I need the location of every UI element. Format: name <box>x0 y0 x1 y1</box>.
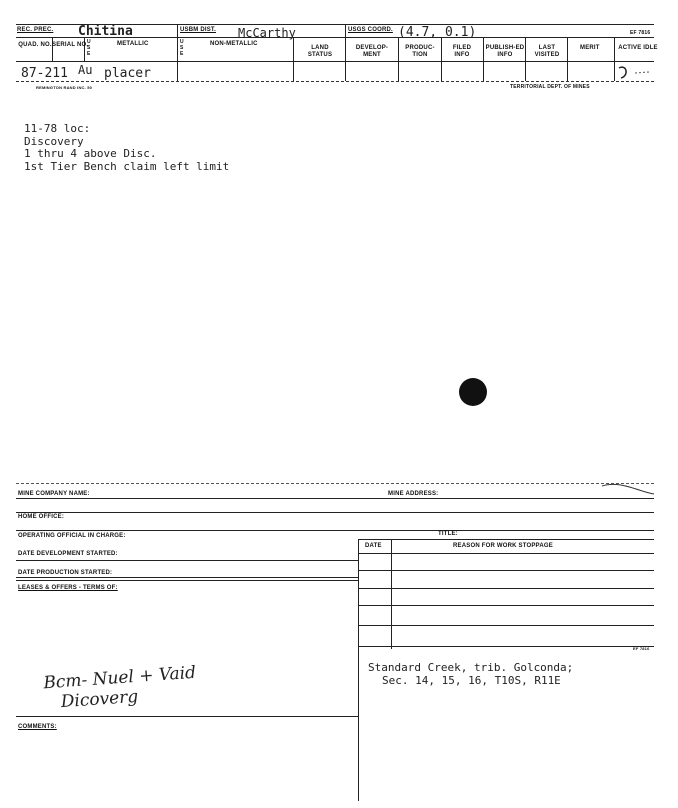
form-number-top: EF 7816 <box>630 30 651 36</box>
location-line: Sec. 14, 15, 16, T10S, R11E <box>382 674 561 687</box>
mine-address-label: MINE ADDRESS: <box>388 491 439 497</box>
filed-info-label: FILED INFO <box>452 45 472 58</box>
date-production-started-label: DATE PRODUCTION STARTED: <box>18 570 113 576</box>
handwriting-line: Bcm- Nuel + Vaid <box>42 662 197 694</box>
comments-label: COMMENTS: <box>18 724 57 730</box>
dept-label: TERRITORIAL DEPT. OF MINES <box>510 84 590 90</box>
note-line: 1st Tier Bench claim left limit <box>24 159 230 173</box>
commodity-value: Au <box>78 63 93 77</box>
published-info-label: PUBLISH-ED INFO <box>485 45 525 58</box>
usgs-coord-label: USGS COORD. <box>348 27 393 33</box>
handwritten-note <box>43 663 198 714</box>
form-number-bottom: EF 7816 <box>633 646 650 651</box>
date-development-started-label: DATE DEVELOPMENT STARTED: <box>18 551 118 557</box>
non-metallic-label: NON-METALLIC <box>210 41 258 47</box>
quad-serial-value: 87-211 <box>21 66 68 81</box>
location-notes <box>24 123 229 173</box>
use-label-2: U S E <box>180 39 184 57</box>
production-label: PRODUC-TION <box>405 45 435 58</box>
note-line: 1 thru 4 above Disc. <box>24 147 157 160</box>
active-idle-label: ACTIVE IDLE <box>618 45 658 51</box>
note-line: 11-78 loc: <box>24 122 91 135</box>
printer-label: REMINGTON RAND INC. 50 <box>36 85 93 90</box>
note-line: Discovery <box>24 134 84 148</box>
title-label: TITLE: <box>438 531 458 537</box>
rec-prec-value: Chitina <box>78 24 133 39</box>
quad-no-label: QUAD. NO. <box>18 42 52 48</box>
location-description <box>368 661 573 687</box>
development-label: DEVELOP-MENT <box>355 45 389 58</box>
handwriting-line: Dicoverg <box>60 686 139 713</box>
usbm-dist-label: USBM DIST. <box>180 27 217 33</box>
metallic-label: METALLIC <box>117 41 149 47</box>
date-column-label: DATE <box>365 543 382 549</box>
land-status-label: LAND STATUS <box>307 45 333 58</box>
mine-company-name-label: MINE COMPANY NAME: <box>18 491 90 497</box>
last-visited-label: LAST VISITED <box>534 45 560 58</box>
location-line: Standard Creek, trib. Golconda; <box>368 661 574 674</box>
usbm-dist-value: McCarthy <box>238 26 296 40</box>
reason-work-stoppage-label: REASON FOR WORK STOPPAGE <box>453 543 553 549</box>
home-office-label: HOME OFFICE: <box>18 514 65 520</box>
rec-prec-label: REC. PREC. <box>17 27 54 33</box>
punch-hole <box>459 378 487 406</box>
mine-type-value: placer <box>104 66 151 81</box>
merit-label: MERIT <box>580 45 600 51</box>
leases-offers-label: LEASES & OFFERS - TERMS OF: <box>18 585 118 591</box>
form-corner-curve <box>600 478 656 498</box>
handwritten-mark-icon <box>615 62 655 82</box>
operating-official-label: OPERATING OFFICIAL IN CHARGE: <box>18 533 126 539</box>
usgs-coord-value: (4.7, 0.1) <box>398 25 477 40</box>
use-label-1: U S E <box>87 39 91 57</box>
serial-no-label: SERIAL NO. <box>52 42 89 48</box>
